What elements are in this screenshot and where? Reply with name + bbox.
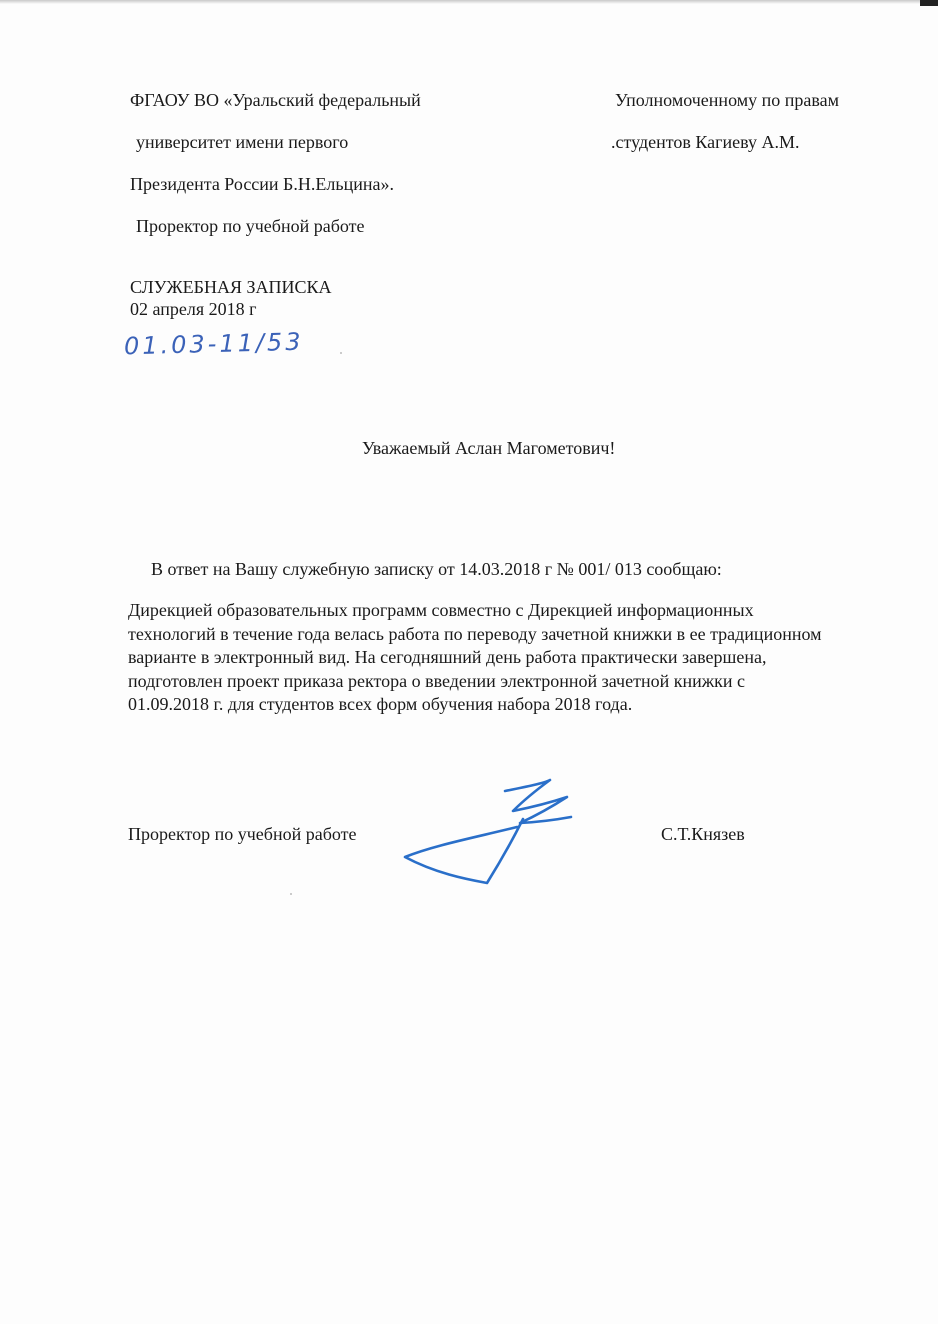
- greeting: Уважаемый Аслан Магометович!: [362, 438, 616, 458]
- signoff-position: Проректор по учебной работе: [128, 824, 357, 844]
- signature-mark: [395, 775, 580, 895]
- sender-position: Проректор по учебной работе: [136, 216, 365, 236]
- sender-line-2: университет имени первого: [136, 132, 349, 152]
- recipient-line-1: Уполномоченному по правам: [615, 90, 840, 110]
- body-line-2: технологий в течение года велась работа по переводу зачетной книжки в ее традиционном: [128, 623, 822, 644]
- body-line-4: подготовлен проект приказа ректора о введении электронной зачетной книжки с: [128, 670, 746, 691]
- memo-date: 02 апреля 2018 г: [130, 299, 257, 319]
- sender-line-1: ФГАОУ ВО «Уральский федеральный: [130, 90, 421, 110]
- scan-speck: [290, 893, 292, 895]
- scan-edge: [0, 0, 938, 4]
- scan-corner-mark: [920, 0, 938, 6]
- body-line-1: Дирекцией образовательных программ совместно с Дирекцией информационных: [128, 600, 754, 620]
- body-line-5: 01.09.2018 г. для студентов всех форм обучения набора 2018 года.: [128, 694, 633, 714]
- body-line-3: варианте в электронный вид. На сегодняшний день работа практически завершена,: [128, 647, 767, 667]
- memo-title: СЛУЖЕБНАЯ ЗАПИСКА: [130, 277, 332, 297]
- scan-speck: [340, 352, 342, 354]
- sender-line-3: Президента России Б.Н.Ельцина».: [130, 174, 394, 194]
- body-intro: В ответ на Вашу служебную записку от 14.03.2018 г № 001/ 013 сообщаю:: [151, 559, 722, 579]
- signoff-name: С.Т.Князев: [661, 824, 745, 844]
- body-paragraph: [128, 599, 828, 717]
- registration-number: 01.03-11/53: [123, 327, 304, 361]
- recipient-line-2: .студентов Кагиеву А.М.: [611, 132, 800, 152]
